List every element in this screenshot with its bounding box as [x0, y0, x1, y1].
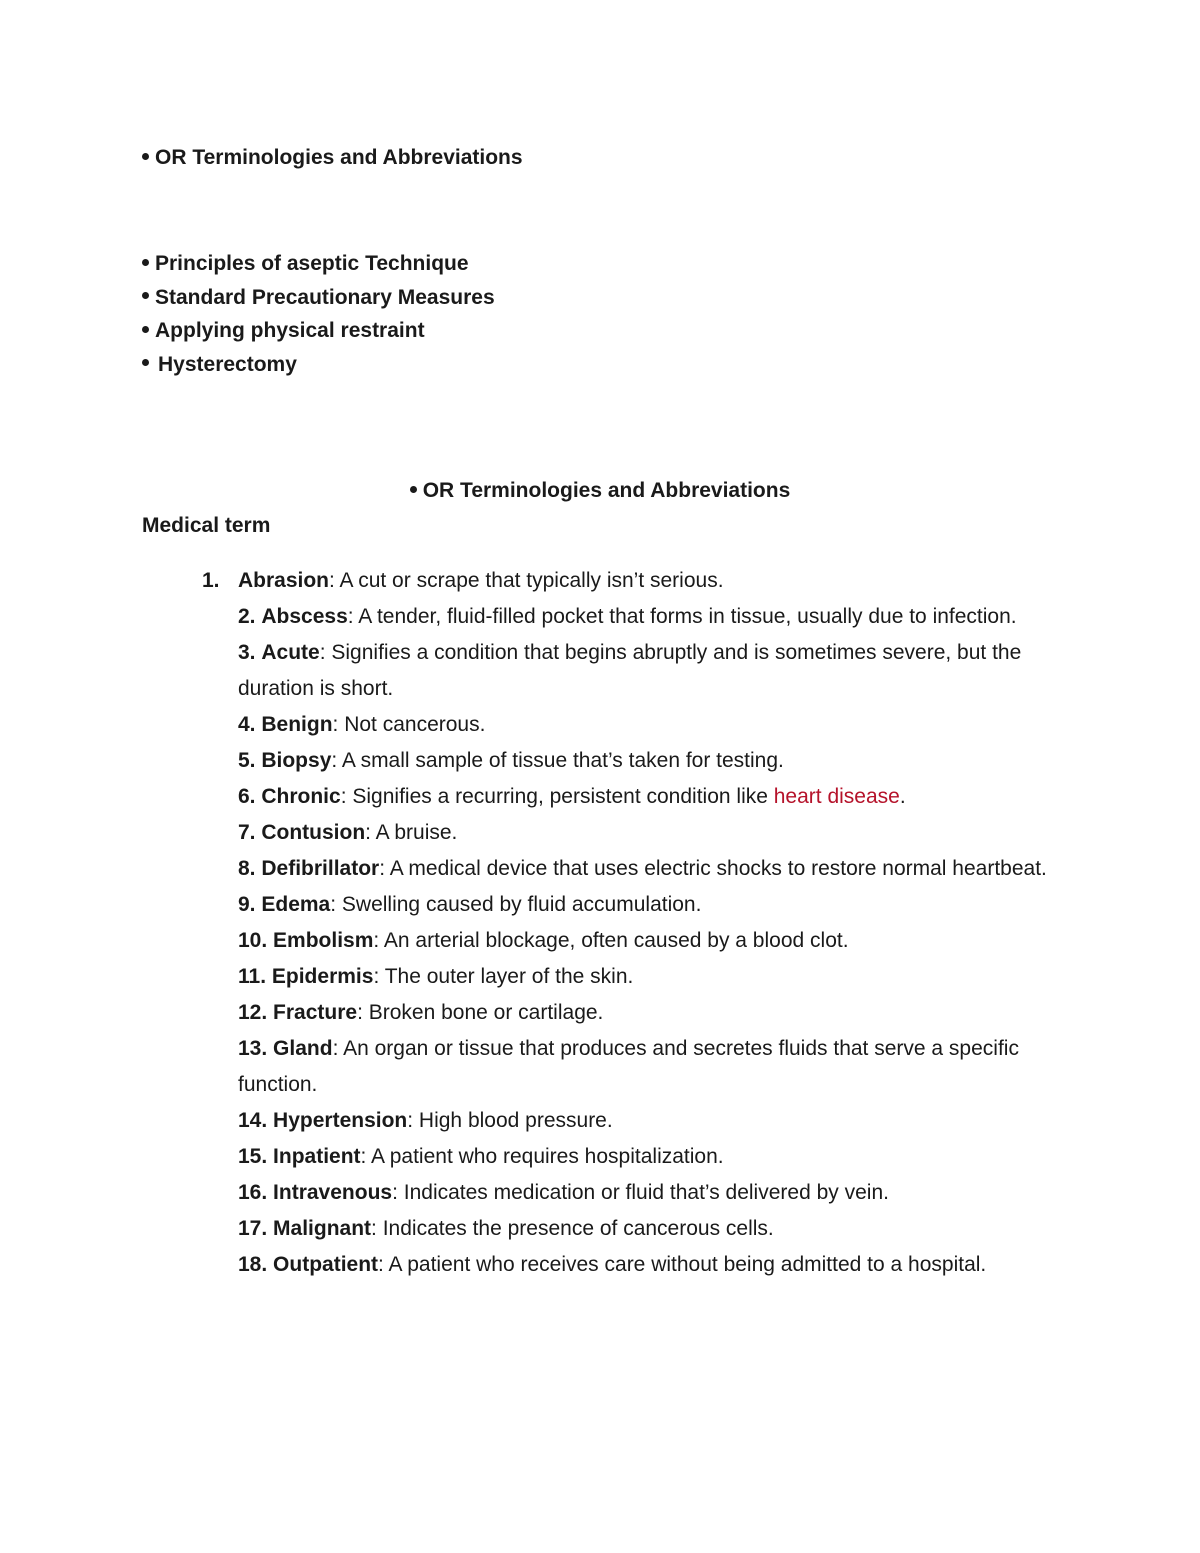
term-name: Abscess	[261, 605, 348, 628]
term-definition: : A patient who receives care without being admitted to a hospital.	[378, 1253, 987, 1276]
term-definition: : A medical device that uses electric shocks to restore normal heartbeat.	[379, 857, 1047, 880]
topic-item: Hysterectomy	[142, 348, 495, 382]
term-link[interactable]: heart disease	[773, 785, 900, 808]
term-name: Edema	[261, 893, 331, 916]
bullet-icon	[142, 153, 149, 160]
term-entry	[238, 959, 1068, 995]
term-name: Outpatient	[273, 1253, 379, 1276]
term-name: Hypertension	[273, 1109, 408, 1132]
term-definition: : Signifies a condition that begins abruptly and is sometimes severe, but the duration is short.	[238, 641, 1022, 700]
term-entry	[238, 1031, 1068, 1103]
term-entry	[238, 887, 1068, 923]
term-number: 9.	[238, 893, 256, 916]
term-definition: : Not cancerous.	[332, 713, 486, 736]
term-entry	[238, 743, 1068, 779]
term-list	[202, 563, 1068, 1283]
term-definition: : The outer layer of the skin.	[373, 965, 634, 988]
term-definition: : A cut or scrape that typically isn’t serious.	[329, 569, 724, 592]
term-definition: : Signifies a recurring, persistent condition like	[340, 785, 774, 808]
term-entry	[238, 1139, 1068, 1175]
term-name: Chronic	[261, 785, 341, 808]
bullet-icon	[410, 486, 417, 493]
subheading: Medical term	[142, 514, 271, 537]
topic-item: Applying physical restraint	[142, 314, 495, 348]
term-entry	[238, 1103, 1068, 1139]
term-definition: : Broken bone or cartilage.	[357, 1001, 604, 1024]
term-entry	[238, 815, 1068, 851]
term-name: Fracture	[273, 1001, 358, 1024]
term-number: 6.	[238, 785, 256, 808]
term-name: Abrasion	[238, 569, 330, 592]
term-entry	[202, 563, 1068, 599]
term-number: 10.	[238, 929, 268, 952]
term-number: 18.	[238, 1253, 268, 1276]
topic-item: Standard Precautionary Measures	[142, 281, 495, 315]
term-number: 4.	[238, 713, 256, 736]
term-number: 12.	[238, 1001, 268, 1024]
term-entry	[238, 995, 1068, 1031]
section-heading: OR Terminologies and Abbreviations	[0, 479, 1200, 503]
term-definition: : An organ or tissue that produces and secretes fluids that serve a specific function.	[238, 1037, 1019, 1096]
term-definition: : A bruise.	[365, 821, 458, 844]
intro-heading	[142, 146, 523, 170]
term-definition: : Indicates the presence of cancerous cells.	[371, 1217, 774, 1240]
term-number: 3.	[238, 641, 256, 664]
bullet-icon	[142, 259, 149, 266]
term-number: 2.	[238, 605, 256, 628]
term-number: 11.	[238, 965, 267, 988]
term-definition-end: .	[899, 785, 906, 808]
term-entry	[238, 851, 1068, 887]
term-name: Embolism	[273, 929, 374, 952]
term-definition: : Indicates medication or fluid that’s delivered by vein.	[392, 1181, 889, 1204]
term-name: Contusion	[261, 821, 366, 844]
bullet-icon	[142, 359, 149, 366]
term-name: Epidermis	[271, 965, 374, 988]
intro-heading-text: OR Terminologies and Abbreviations	[155, 146, 523, 169]
term-name: Acute	[261, 641, 320, 664]
term-definition: : A tender, fluid-filled pocket that forms in tissue, usually due to infection.	[347, 605, 1017, 628]
term-name: Malignant	[273, 1217, 372, 1240]
term-definition: : Swelling caused by fluid accumulation.	[330, 893, 702, 916]
term-definition: : High blood pressure.	[407, 1109, 613, 1132]
term-number: 16.	[238, 1181, 268, 1204]
term-number: 8.	[238, 857, 256, 880]
term-entry	[238, 923, 1068, 959]
term-definition: : A patient who requires hospitalization.	[360, 1145, 724, 1168]
term-entry	[238, 635, 1068, 707]
term-name: Benign	[261, 713, 333, 736]
term-definition: : A small sample of tissue that’s taken for testing.	[331, 749, 784, 772]
topic-list	[142, 247, 495, 381]
term-entry	[238, 599, 1068, 635]
term-name: Intravenous	[273, 1181, 393, 1204]
term-number: 15.	[238, 1145, 268, 1168]
term-name: Biopsy	[261, 749, 332, 772]
term-number: 7.	[238, 821, 256, 844]
term-entry	[238, 779, 1068, 815]
topic-item: Principles of aseptic Technique	[142, 247, 495, 281]
term-name: Gland	[273, 1037, 333, 1060]
term-number: 14.	[238, 1109, 268, 1132]
term-definition: : An arterial blockage, often caused by a blood clot.	[373, 929, 849, 952]
bullet-icon	[142, 292, 149, 299]
term-entry	[238, 1175, 1068, 1211]
term-name: Inpatient	[273, 1145, 361, 1168]
term-number: 17.	[238, 1217, 268, 1240]
term-entry	[238, 707, 1068, 743]
term-entry	[238, 1247, 1068, 1283]
bullet-icon	[142, 326, 149, 333]
term-entry	[238, 1211, 1068, 1247]
term-number: 13.	[238, 1037, 268, 1060]
term-number: 5.	[238, 749, 256, 772]
term-name: Defibrillator	[261, 857, 380, 880]
term-number: 1.	[202, 569, 220, 592]
